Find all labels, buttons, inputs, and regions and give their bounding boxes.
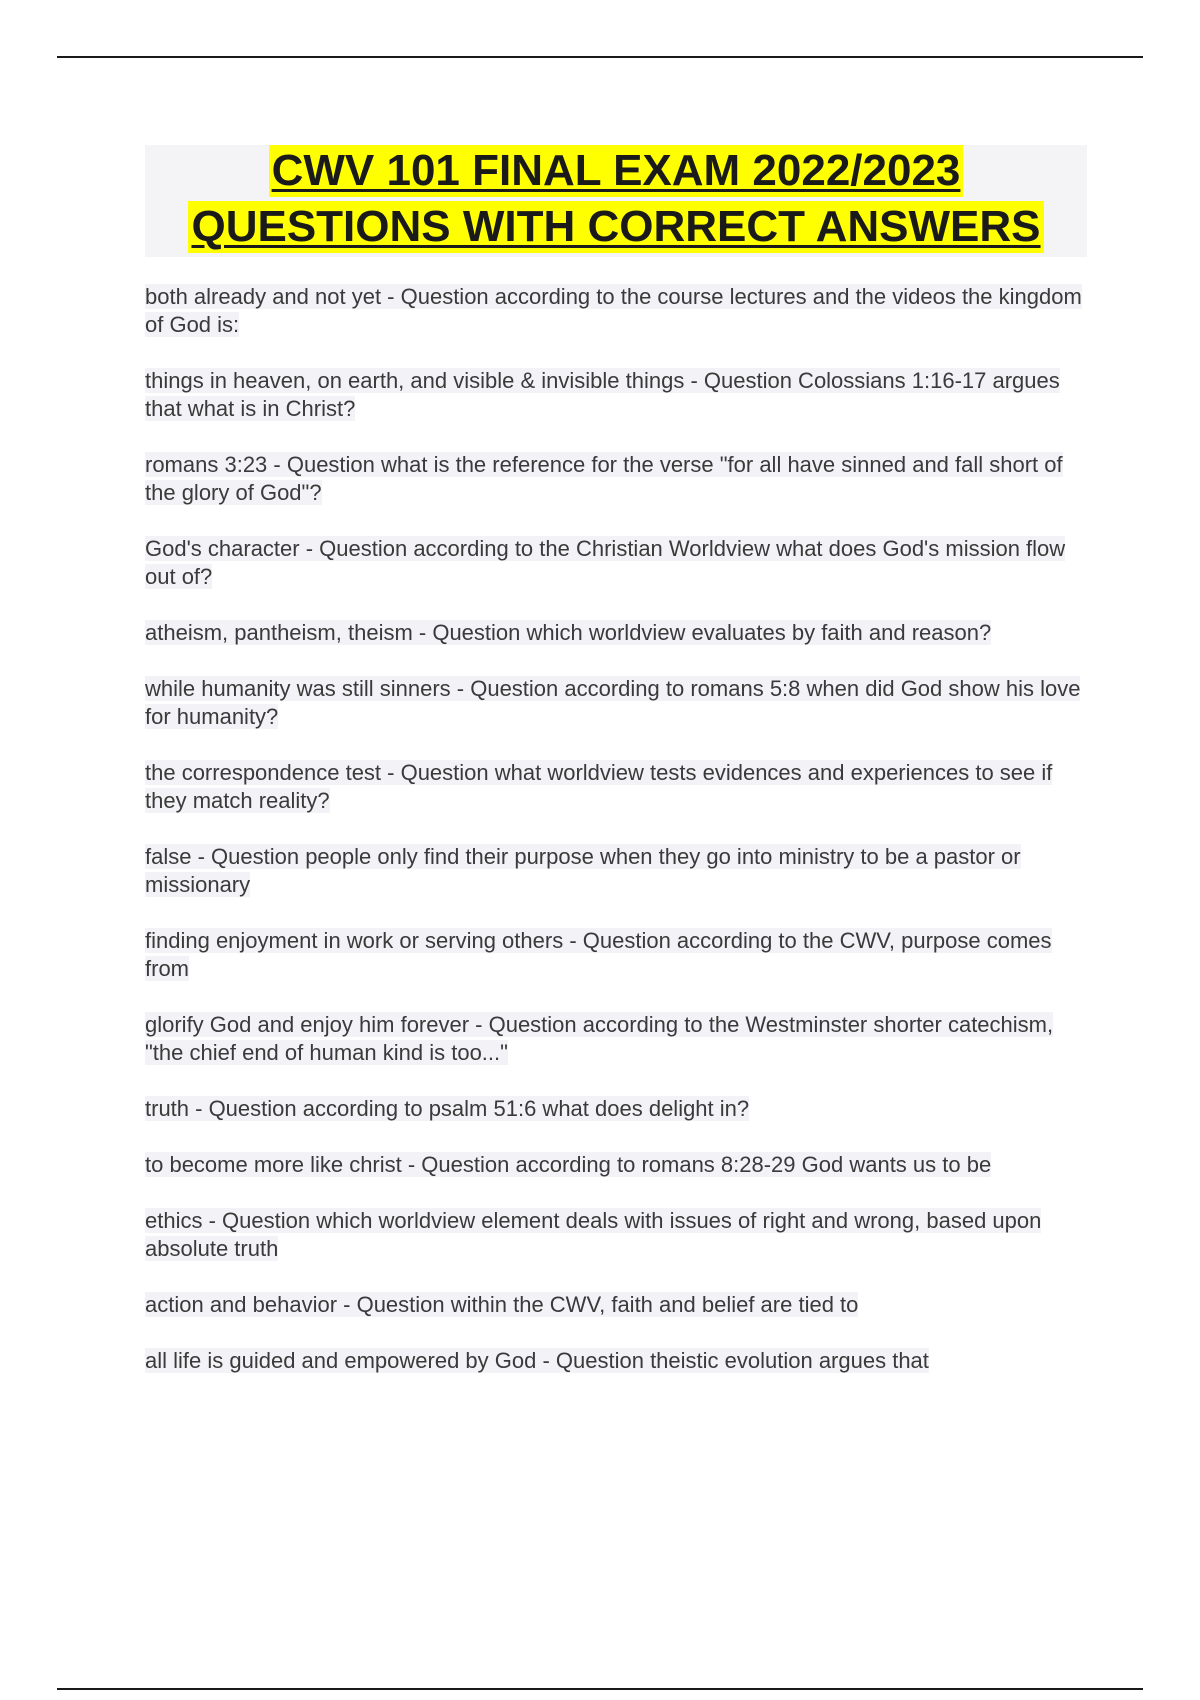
document-title xyxy=(145,145,1087,257)
header-rule xyxy=(57,56,1143,58)
title-line-1: CWV 101 FINAL EXAM 2022/2023 xyxy=(269,145,964,197)
title-line-2: QUESTIONS WITH CORRECT ANSWERS xyxy=(188,201,1043,253)
qa-item: ethics - Question which worldview element deals with issues of right and wrong, based upon absolute truth xyxy=(145,1208,1042,1261)
qa-item: to become more like christ - Question according to romans 8:28-29 God wants us to be xyxy=(145,1152,992,1177)
qa-item: while humanity was still sinners - Question according to romans 5:8 when did God show his love for humanity? xyxy=(145,676,1081,729)
qa-item: false - Question people only find their purpose when they go into ministry to be a pastor or missionary xyxy=(145,844,1021,897)
qa-item: God's character - Question according to the Christian Worldview what does God's mission flow out of? xyxy=(145,536,1066,589)
qa-item: romans 3:23 - Question what is the reference for the verse "for all have sinned and fall short of the glory of God"? xyxy=(145,452,1063,505)
qa-item: all life is guided and empowered by God - Question theistic evolution argues that xyxy=(145,1348,929,1373)
qa-item: finding enjoyment in work or serving others - Question according to the CWV, purpose comes from xyxy=(145,928,1052,981)
footer-rule xyxy=(57,1688,1143,1690)
qa-item: action and behavior - Question within the CWV, faith and belief are tied to xyxy=(145,1292,859,1317)
question-answer-list xyxy=(145,283,1095,1403)
qa-item: truth - Question according to psalm 51:6 what does delight in? xyxy=(145,1096,750,1121)
qa-item: the correspondence test - Question what worldview tests evidences and experiences to see if they match reality? xyxy=(145,760,1053,813)
qa-item: things in heaven, on earth, and visible & invisible things - Question Colossians 1:16-17 argues that what is in Christ? xyxy=(145,368,1060,421)
qa-item: atheism, pantheism, theism - Question which worldview evaluates by faith and reason? xyxy=(145,620,992,645)
qa-item: both already and not yet - Question according to the course lectures and the videos the kingdom of God is: xyxy=(145,284,1082,337)
qa-item: glorify God and enjoy him forever - Question according to the Westminster shorter catechism, "the chief end of human kind is too..." xyxy=(145,1012,1054,1065)
